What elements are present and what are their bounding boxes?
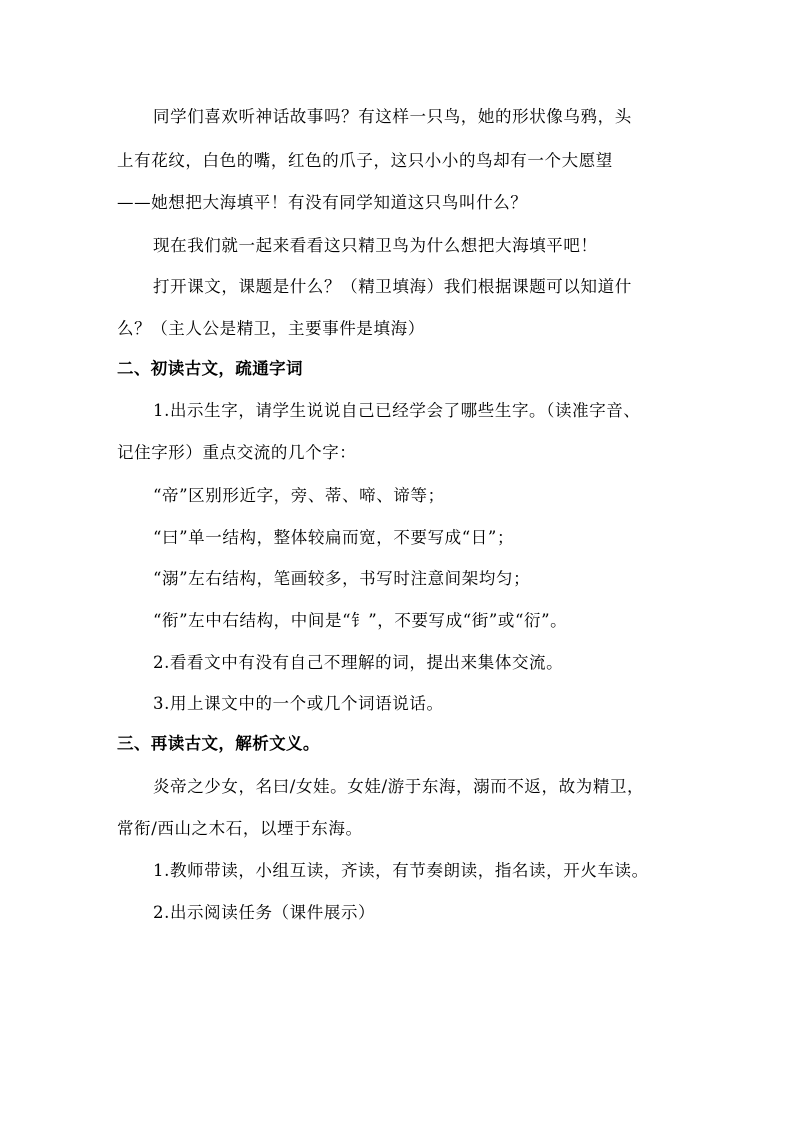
reading-item-1: 1.教师带读，小组互读，齐读，有节奏朗读，指名读，开火车读。: [153, 861, 649, 880]
paragraph-intro-line-3: ——她想把大海填平！有没有同学知道这只鸟叫什么？: [117, 193, 528, 212]
char-note-ni: “溺”左右结构，笔画较多，书写时注意间架均匀；: [153, 569, 531, 588]
classical-text-line-1: 炎帝之少女，名曰/女娃。女娃/游于东海，溺而不返，故为精卫，: [153, 777, 645, 796]
item-1-line-2: 记住字形）重点交流的几个字：: [117, 443, 357, 462]
char-note-di: “帝”区别形近字，旁、蒂、啼、谛等；: [153, 486, 445, 505]
item-1-line-1: 1.出示生字，请学生说说自己已经学会了哪些生字。（读准字音、: [153, 401, 641, 420]
classical-text-line-2: 常衔/西山之木石，以堙于东海。: [117, 819, 363, 838]
item-3: 3.用上课文中的一个或几个词语说话。: [153, 694, 444, 713]
item-2: 2.看看文中有没有自己不理解的词，提出来集体交流。: [153, 653, 564, 672]
paragraph-title-line-1: 打开课文，课题是什么？（精卫填海）我们根据课题可以知道什: [153, 277, 632, 296]
paragraph-title-line-2: 么？（主人公是精卫，主要事件是填海）: [117, 319, 425, 338]
paragraph-intro-line-2: 上有花纹，白色的嘴，红色的爪子，这只小小的鸟却有一个大愿望: [117, 151, 613, 170]
section-heading-3: 三、再读古文，解析文义。: [117, 734, 320, 753]
reading-item-2: 2.出示阅读任务（课件展示）: [153, 903, 376, 922]
paragraph-begin: 现在我们就一起来看看这只精卫鸟为什么想把大海填平吧！: [153, 236, 598, 255]
paragraph-intro-line-1: 同学们喜欢听神话故事吗？有这样一只鸟，她的形状像乌鸦，头: [153, 107, 632, 126]
section-heading-2: 二、初读古文，疏通字词: [117, 359, 303, 378]
char-note-yue: “曰”单一结构，整体较扁而宽，不要写成“日”；: [153, 528, 515, 547]
char-note-xian: “衔”左中右结构，中间是“钅”，不要写成“街”或“衍”。: [153, 611, 568, 630]
